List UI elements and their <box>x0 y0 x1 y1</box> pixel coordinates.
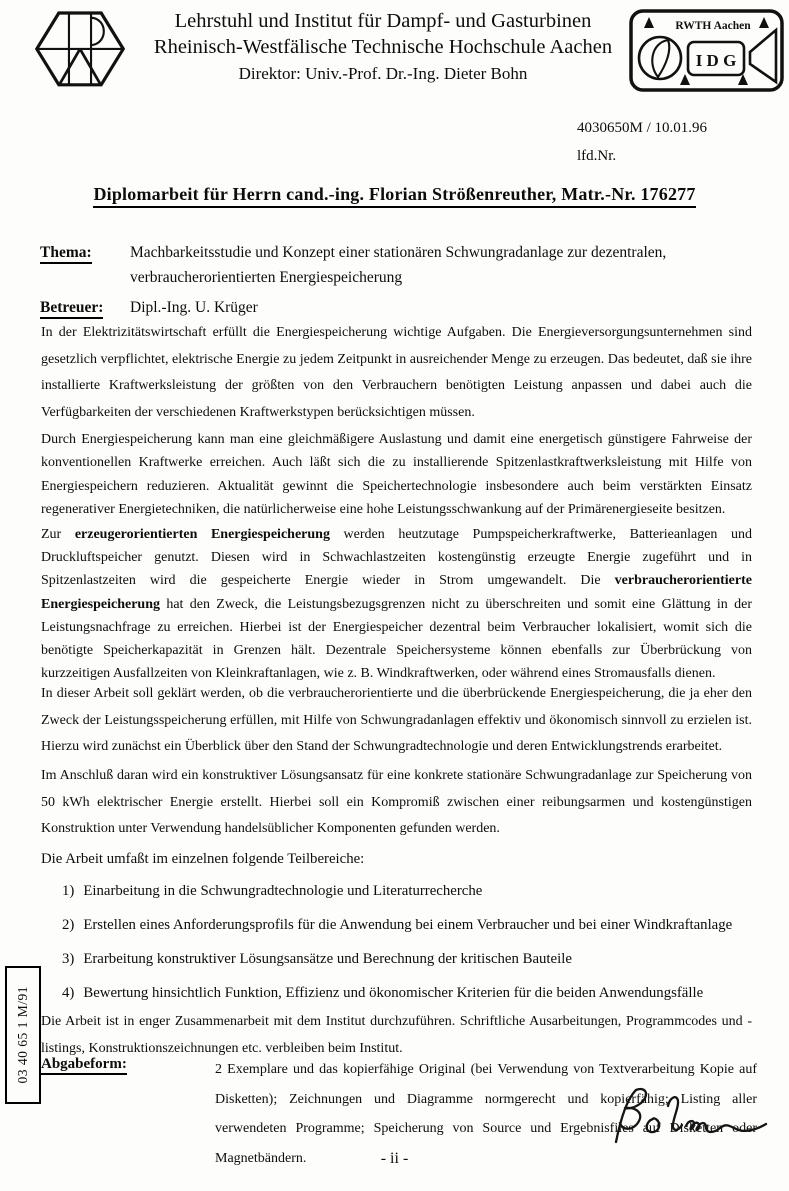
list-item-4-text: Bewertung hinsichtlich Funktion, Effizienz und ökonomischer Kriterien für die beiden Anwendungsfälle <box>83 985 704 1001</box>
paragraph-6: Die Arbeit ist in enger Zusammenarbeit mit dem Institut durchzuführen. Schriftliche Ausarbeitungen, Programmcodes und -listings, Konstruktionszeichnungen etc. verbleiben beim Institut. <box>41 1014 752 1056</box>
page-number: - ii - <box>380 1150 409 1167</box>
idg-label: I D G <box>695 51 737 70</box>
university-name: Rheinisch-Westfälische Technische Hochschule Aachen <box>153 36 613 58</box>
list-item-3 <box>62 951 752 968</box>
page-title-text: Diplomarbeit für Herrn cand.-ing. Florian Strößenreuther, Matr.-Nr. 176277 <box>93 184 695 208</box>
list-item-3-number: 3) <box>62 951 75 967</box>
list-item-4-number: 4) <box>62 985 75 1001</box>
triangle-marker-bottom-left <box>680 74 690 85</box>
list-item-1-text: Einarbeitung in die Schwungradtechnologie und Literaturrecherche <box>83 883 483 899</box>
p3-text-3: hat den Zweck, die Leistungsbezugsgrenzen nicht zu überschreiten und somit eine Glättung in der Leistungsnachfrage zu erreichen. Hierbei ist der Energiespeicher dezentral beim Verbraucher lokalisiert, womit sich die benötigte Speicherkapazität in Grenzen hält. Dezentrale Speichersysteme können ebenfalls zur Überbrückung von kurzzeitigen Ausfallzeiten von Kleinkraftanlagen, wie z. B. Windkraftwerken, oder während eines Stromausfalls dienen. <box>41 596 752 682</box>
paragraph-2: Durch Energiespeicherung kann man eine gleichmäßigere Auslastung und damit eine energetisch günstigere Fahrweise der konventionellen Kraftwerke erreichen. Auch läßt sich die zu installierende Spitzenlastkraftwerksleistung mit Hilfe von Energiespeichern reduzieren. Aktualität gewinnt die Speichertechnologie insbesondere auch beim verstärkten Einsatz regenerativer Energietechniken, die natürlicherweise eine hohe Leistungsschwankung auf der Primärenergieseite besitzen. <box>41 432 752 518</box>
paragraph-4: In dieser Arbeit soll geklärt werden, ob die verbraucherorientierte und die überbrückende Energiespeicherung, die ja eher den Zweck der Leistungsspeicherung erfüllen, mit Hilfe von Schwungradanlagen effektiv und ökonomisch sinnvoll zu erzielen ist. Hierzu wird zunächst ein Überblick über den Stand der Schwungradtechnologie und deren Entwicklungstrends erarbeitet. <box>41 686 752 754</box>
filing-code: 03 40 65 1 M/91 <box>15 986 30 1084</box>
page-title <box>0 184 789 205</box>
list-item-1-number: 1) <box>62 883 75 899</box>
list-item-2-number: 2) <box>62 917 75 933</box>
reference-number: 4030650M / 10.01.96 <box>577 120 708 136</box>
p3-bold-erzeugerorientiert: erzeugerorientierten Energiespeicherung <box>74 527 330 542</box>
horn-icon <box>750 30 776 82</box>
paragraph-1: In der Elektrizitätswirtschaft erfüllt die Energiespeicherung wichtige Aufgaben. Die Energieversorgungsunternehmen sind gesetzlich verpflichtet, elektrische Energie zu jedem Zeitpunkt in ausreichender Menge zu erzeugen. Das bedeutet, daß sie ihre installierte Kraftwerksleistung der größten von den Verbrauchern benötigten Leistung anpassen und dabei auch die Verfügbarkeiten der verschiedenen Kraftwerkstypen berücksichtigen müssen. <box>41 325 752 420</box>
list-item-4 <box>62 985 752 1002</box>
letterhead <box>118 8 648 84</box>
rwth-idg-stamp-icon <box>628 8 785 93</box>
lfd-nr-label: lfd.Nr. <box>577 148 617 164</box>
institute-name: Lehrstuhl und Institut für Dampf- und Gasturbinen <box>174 10 592 32</box>
p3-text-2: werden heutzutage Pumpspeicherkraftwerke, Batterieanlagen und Druckluftspeicher genutzt. Diesen wird in Schwachlastzeiten kostengünstig erzeugte Energie zugeführt und in Spitzenlastzeiten wird die gespeicherte Energie wieder in Strom umgewandelt. Die <box>41 527 752 589</box>
list-item-3-text: Erarbeitung konstruktiver Lösungsansätze und Berechnung der kritischen Bauteile <box>83 951 572 967</box>
stamp-title: RWTH Aachen <box>675 20 751 32</box>
list-item-2-text: Erstellen eines Anforderungsprofils für die Anwendung bei einem Verbraucher und bei einer Windkraftanlage <box>83 917 733 933</box>
list-intro: Die Arbeit umfaßt im einzelnen folgende Teilbereiche: <box>41 851 365 867</box>
betreuer-label: Betreuer: <box>40 295 130 320</box>
list-item-1 <box>62 883 752 900</box>
abgabeform-label: Abgabeform: <box>41 1056 127 1073</box>
betreuer-row <box>40 295 753 320</box>
p3-text-1: Zur <box>41 527 75 542</box>
p3-bold-verbraucherorientiert: verbraucherorientierte Energiespeicherung <box>41 573 752 612</box>
thema-label: Thema: <box>40 240 130 290</box>
list-item-2 <box>62 917 752 934</box>
betreuer-text: Dipl.-Ing. U. Krüger <box>130 299 258 316</box>
reference-block <box>577 120 707 165</box>
thema-text: Machbarkeitsstudie und Konzept einer stationären Schwungradanlage zur dezentralen, verbraucherorientierten Energiespeicherung <box>130 244 667 286</box>
paragraph-3 <box>41 523 752 685</box>
paragraph-5: Im Anschluß daran wird ein konstruktiver Lösungsansatz für eine konkrete stationäre Schwungradanlage zur Speicherung von 50 kWh elektrischer Energie erstellt. Hierbei soll ein Kompromiß zwischen einer reibungsarmen und kostengünstigen Konstruktion unter Verwendung handelsüblicher Komponenten gefunden werden. <box>41 768 752 836</box>
signature-bohn-icon <box>598 1082 778 1148</box>
institute-hexagon-logo-icon <box>34 6 126 90</box>
turbine-blade-icon <box>652 40 669 77</box>
triangle-marker-top-right <box>759 17 769 28</box>
thema-row <box>40 240 753 290</box>
abgabeform-text: 2 Exemplare und das kopierfähige Original (bei Verwendung von Textverarbeitung Kopie auf Disketten); Zeichnungen und Diagramme normgerecht und kopierfähig; Listing aller verwendeten Programme; Speicherung von Source und Ergebnisfiles auf Disketten oder Magnetbändern. <box>215 1062 757 1166</box>
filing-code-box <box>5 966 41 1104</box>
triangle-marker-top-left <box>644 17 654 28</box>
director-line: Direktor: Univ.-Prof. Dr.-Ing. Dieter Bohn <box>238 64 528 83</box>
